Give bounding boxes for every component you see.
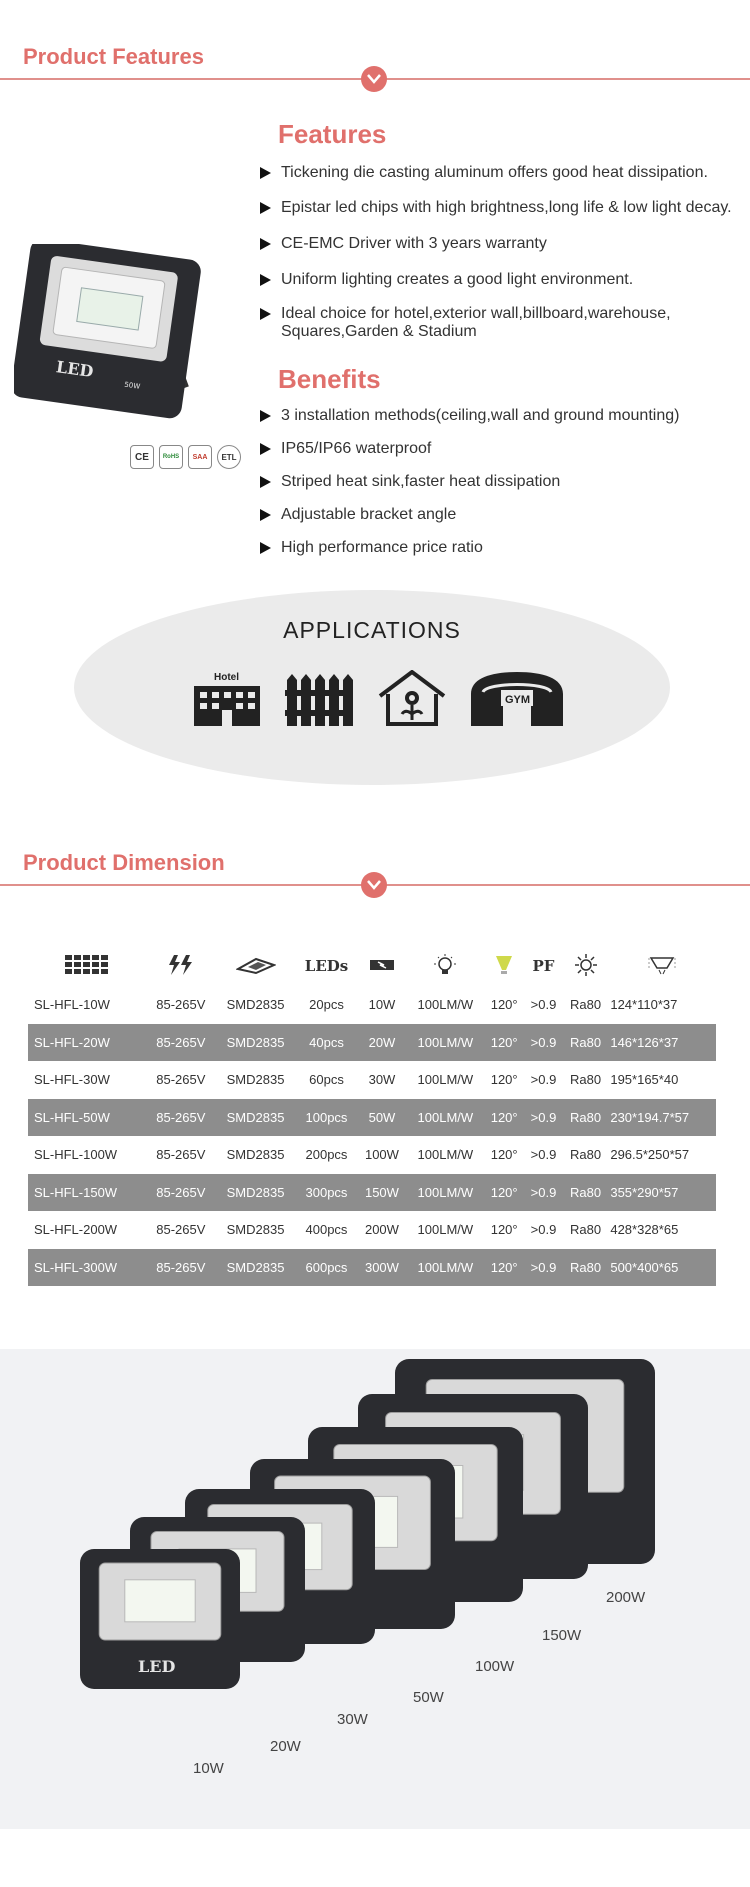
cell-cri: Ra80 bbox=[570, 1072, 602, 1088]
cell-model: SL-HFL-300W bbox=[28, 1249, 146, 1287]
certification-logos bbox=[130, 445, 241, 469]
cell-leds: 600pcs bbox=[296, 1249, 358, 1287]
cell-beam-angle: 120° bbox=[484, 1249, 524, 1287]
cell-pf: >0.9 bbox=[524, 1249, 563, 1287]
cell-cri: Ra80 bbox=[563, 1249, 609, 1287]
leds-header-text: LEDs bbox=[304, 957, 349, 975]
benefit-item: IP65/IP66 waterproof bbox=[260, 440, 740, 458]
fence-icon bbox=[285, 670, 353, 726]
wattage-label: 150W bbox=[542, 1627, 582, 1644]
cell-cri: Ra80 bbox=[570, 1222, 602, 1238]
cell-beam-angle: 120° bbox=[490, 1072, 518, 1088]
cell-voltage: 85-265V bbox=[156, 1147, 206, 1163]
saa-mark-icon: SAA bbox=[188, 445, 212, 469]
cell-size: 195*165*40 bbox=[610, 1072, 679, 1088]
product-lineup-image bbox=[0, 1349, 750, 1829]
leds-icon bbox=[296, 946, 358, 986]
cell-leds: 100pcs bbox=[296, 1099, 358, 1137]
lamp-brand-text: LED bbox=[54, 357, 95, 382]
lineup-brand-text: LED bbox=[138, 1657, 176, 1676]
cell-beam-angle: 120° bbox=[484, 1174, 524, 1212]
ce-mark-icon: CE bbox=[130, 445, 154, 469]
cell-chip: SMD2835 bbox=[215, 1174, 295, 1212]
cell-leds: 300pcs bbox=[296, 1174, 358, 1212]
model-grid-icon bbox=[28, 946, 146, 986]
cell-voltage: 85-265V bbox=[156, 1072, 206, 1088]
gym-icon-label: GYM bbox=[505, 694, 531, 706]
benefit-item: 3 installation methods(ceiling,wall and ground mounting) bbox=[260, 407, 740, 425]
lamp-led-panel bbox=[125, 1580, 195, 1622]
benefits-heading: Benefits bbox=[278, 364, 381, 394]
rohs-mark-icon: RoHS bbox=[159, 445, 183, 469]
wattage-label: 20W bbox=[270, 1738, 301, 1755]
cell-beam-angle: 120° bbox=[490, 1147, 518, 1163]
cell-pf: >0.9 bbox=[530, 1147, 557, 1163]
cell-pf: >0.9 bbox=[530, 997, 557, 1013]
wattage-label: 30W bbox=[337, 1711, 368, 1728]
cell-chip: SMD2835 bbox=[215, 1249, 295, 1287]
dimension-table bbox=[28, 946, 716, 1286]
feature-item: Tickening die casting aluminum offers good heat dissipation. bbox=[260, 164, 740, 182]
cell-size: 146*126*37 bbox=[608, 1024, 716, 1062]
table-row bbox=[28, 1249, 716, 1287]
chip-icon bbox=[215, 946, 295, 986]
cell-cri: Ra80 bbox=[563, 1024, 609, 1062]
benefit-item: Adjustable bracket angle bbox=[260, 506, 740, 524]
cell-power: 30W bbox=[368, 1072, 396, 1088]
cell-efficacy: 100LM/W bbox=[407, 1249, 484, 1287]
garden-house-icon bbox=[378, 670, 446, 726]
table-row bbox=[28, 1099, 716, 1137]
cell-power: 100W bbox=[364, 1147, 399, 1163]
benefits-list bbox=[260, 407, 740, 557]
product-dimension-header bbox=[0, 850, 750, 910]
cell-leds: 400pcs bbox=[305, 1222, 348, 1238]
cell-efficacy: 100LM/W bbox=[417, 1222, 474, 1238]
table-row bbox=[28, 1174, 716, 1212]
cell-chip: SMD2835 bbox=[215, 1099, 295, 1137]
cell-beam-angle: 120° bbox=[490, 1222, 518, 1238]
lumen-bulb-icon bbox=[407, 946, 484, 986]
cell-leds: 20pcs bbox=[309, 997, 344, 1013]
cell-efficacy: 100LM/W bbox=[417, 1147, 474, 1163]
pf-header-text: PF bbox=[532, 957, 555, 975]
hotel-icon-label: Hotel bbox=[214, 672, 239, 683]
cell-beam-angle: 120° bbox=[490, 997, 518, 1013]
gym-icon bbox=[471, 670, 563, 726]
cell-size: 230*194.7*57 bbox=[608, 1099, 716, 1137]
cell-cri: Ra80 bbox=[563, 1174, 609, 1212]
cell-model: SL-HFL-100W bbox=[34, 1147, 118, 1163]
beam-angle-icon bbox=[484, 946, 524, 986]
cell-beam-angle: 120° bbox=[484, 1099, 524, 1137]
cell-voltage: 85-265V bbox=[146, 1249, 215, 1287]
pf-icon bbox=[524, 946, 563, 986]
cell-model: SL-HFL-10W bbox=[34, 997, 110, 1013]
feature-item: Ideal choice for hotel,exterior wall,billboard,warehouse, Squares,Garden & Stadium bbox=[260, 305, 690, 341]
cell-chip: SMD2835 bbox=[226, 1222, 285, 1238]
cell-size: 428*328*65 bbox=[610, 1222, 679, 1238]
cell-power: 150W bbox=[357, 1174, 406, 1212]
cell-chip: SMD2835 bbox=[226, 997, 285, 1013]
floodlight-product-image bbox=[14, 244, 204, 419]
feature-item: Epistar led chips with high brightness,long life & low light decay. bbox=[260, 199, 740, 217]
cell-model: SL-HFL-50W bbox=[28, 1099, 146, 1137]
section-title-product-dimension: Product Dimension bbox=[23, 850, 225, 875]
cell-cri: Ra80 bbox=[563, 1099, 609, 1137]
cell-efficacy: 100LM/W bbox=[417, 1072, 474, 1088]
cell-voltage: 85-265V bbox=[156, 997, 206, 1013]
cell-cri: Ra80 bbox=[570, 997, 602, 1013]
cell-pf: >0.9 bbox=[524, 1024, 563, 1062]
applications-title: APPLICATIONS bbox=[283, 617, 461, 643]
benefit-item: Striped heat sink,faster heat dissipation bbox=[260, 473, 740, 491]
cell-power: 10W bbox=[368, 997, 396, 1013]
feature-item: Uniform lighting creates a good light environment. bbox=[260, 271, 740, 289]
cell-efficacy: 100LM/W bbox=[407, 1174, 484, 1212]
table-row bbox=[28, 1024, 716, 1062]
table-row bbox=[28, 1061, 716, 1099]
table-row bbox=[28, 1211, 716, 1249]
cell-power: 50W bbox=[357, 1099, 406, 1137]
lamp-wattage-text: 50W bbox=[123, 380, 141, 391]
table-header-row bbox=[28, 946, 716, 986]
cell-pf: >0.9 bbox=[530, 1222, 557, 1238]
features-heading: Features bbox=[278, 119, 387, 149]
cell-model: SL-HFL-30W bbox=[34, 1072, 110, 1088]
applications-panel bbox=[74, 590, 670, 785]
cell-size: 124*110*37 bbox=[610, 997, 678, 1013]
cell-leds: 40pcs bbox=[296, 1024, 358, 1062]
feature-item: CE-EMC Driver with 3 years warranty bbox=[260, 235, 740, 253]
benefit-item: High performance price ratio bbox=[260, 539, 740, 557]
cell-chip: SMD2835 bbox=[226, 1072, 285, 1088]
cell-size: 355*290*57 bbox=[608, 1174, 716, 1212]
cell-size: 296.5*250*57 bbox=[610, 1147, 690, 1163]
cell-voltage: 85-265V bbox=[146, 1024, 215, 1062]
cell-pf: >0.9 bbox=[524, 1099, 563, 1137]
cell-chip: SMD2835 bbox=[215, 1024, 295, 1062]
cell-model: SL-HFL-150W bbox=[28, 1174, 146, 1212]
cell-size: 500*400*65 bbox=[608, 1249, 716, 1287]
power-icon bbox=[357, 946, 406, 986]
cell-pf: >0.9 bbox=[524, 1174, 563, 1212]
wattage-label: 200W bbox=[606, 1589, 646, 1606]
cell-efficacy: 100LM/W bbox=[417, 997, 474, 1013]
product-features-header bbox=[0, 44, 750, 104]
table-row bbox=[28, 986, 716, 1024]
cell-leds: 60pcs bbox=[309, 1072, 344, 1088]
chevron-down-icon bbox=[361, 872, 387, 898]
ra-sun-icon bbox=[563, 946, 609, 986]
applications-icons bbox=[194, 670, 563, 726]
cell-efficacy: 100LM/W bbox=[407, 1099, 484, 1137]
table-body bbox=[28, 986, 716, 1286]
voltage-icon bbox=[146, 946, 215, 986]
size-lamp-icon bbox=[608, 946, 716, 986]
cell-voltage: 85-265V bbox=[156, 1222, 206, 1238]
hotel-icon bbox=[194, 670, 260, 726]
cell-leds: 200pcs bbox=[305, 1147, 348, 1163]
cell-power: 200W bbox=[364, 1222, 399, 1238]
wattage-label: 100W bbox=[475, 1658, 515, 1675]
cell-efficacy: 100LM/W bbox=[407, 1024, 484, 1062]
cell-chip: SMD2835 bbox=[226, 1147, 285, 1163]
table-row bbox=[28, 1136, 716, 1174]
chevron-down-icon bbox=[361, 66, 387, 92]
cell-model: SL-HFL-200W bbox=[34, 1222, 118, 1238]
etl-mark-icon: ETL bbox=[217, 445, 241, 469]
wattage-label: 50W bbox=[413, 1689, 444, 1706]
cell-cri: Ra80 bbox=[570, 1147, 602, 1163]
cell-power: 20W bbox=[357, 1024, 406, 1062]
section-title-product-features: Product Features bbox=[23, 44, 204, 69]
cell-beam-angle: 120° bbox=[484, 1024, 524, 1062]
wattage-label: 10W bbox=[193, 1760, 224, 1777]
cell-model: SL-HFL-20W bbox=[28, 1024, 146, 1062]
features-list bbox=[260, 164, 740, 341]
cell-voltage: 85-265V bbox=[146, 1174, 215, 1212]
cell-pf: >0.9 bbox=[530, 1072, 557, 1088]
cell-power: 300W bbox=[357, 1249, 406, 1287]
cell-voltage: 85-265V bbox=[146, 1099, 215, 1137]
